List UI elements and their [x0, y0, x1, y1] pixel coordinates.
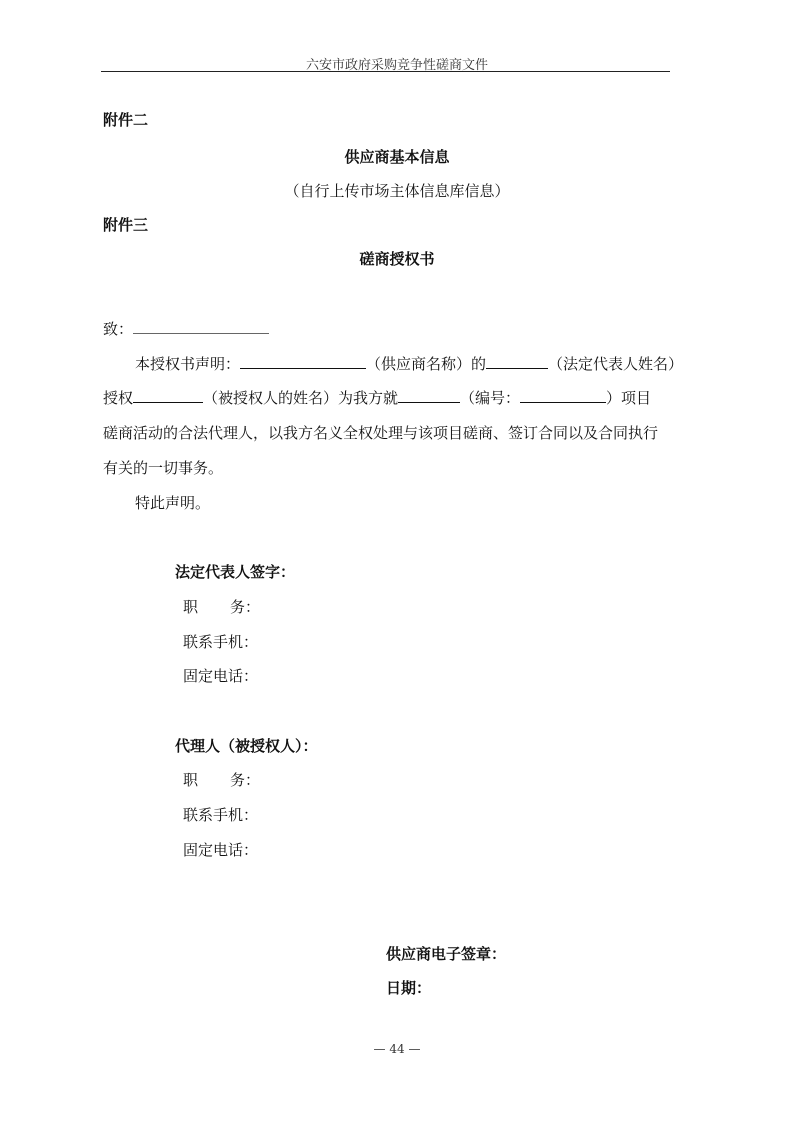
position-char-1: 职: [183, 598, 199, 616]
supplier-seal-label: 供应商电子签章：: [386, 945, 507, 963]
supplier-name-caption: （供应商名称）的: [366, 355, 487, 373]
authorization-line-3: 磋商活动的合法代理人，以我方名义全权处理与该项目磋商、签订合同以及合同执行: [103, 424, 659, 442]
declaration-text: 特此声明。: [135, 494, 211, 512]
legal-rep-position-label: [183, 596, 260, 617]
project-number-caption: （编号：: [460, 389, 521, 407]
legal-rep-mobile-label: 联系手机：: [183, 633, 259, 651]
legal-rep-phone-label: 固定电话：: [183, 667, 259, 685]
project-number-blank[interactable]: [520, 387, 606, 403]
position-char-2: 务：: [230, 771, 261, 789]
legal-rep-name-caption: （法定代表人姓名）: [548, 355, 684, 373]
attachment-3-title: 磋商授权书: [359, 250, 435, 268]
authorize-word: 授权: [103, 389, 134, 407]
statement-prefix: 本授权书声明：: [135, 355, 241, 373]
authorization-line-2: [103, 387, 651, 408]
authorization-line-4: 有关的一切事务。: [103, 459, 224, 477]
header-divider: [101, 71, 670, 72]
position-char-1: 职: [183, 771, 199, 789]
attachment-3-label: 附件三: [103, 216, 149, 234]
attachment-2-note: （自行上传市场主体信息库信息）: [284, 182, 510, 200]
agent-heading: 代理人（被授权人）：: [175, 737, 318, 755]
addressee-label: 致：: [103, 320, 134, 338]
attachment-2-title: 供应商基本信息: [344, 148, 450, 166]
agent-name-caption: （被授权人的姓名）为我方就: [203, 389, 399, 407]
legal-rep-signature-heading: 法定代表人签字：: [175, 563, 296, 581]
agent-position-label: [183, 769, 260, 790]
position-char-2: 务：: [230, 598, 261, 616]
agent-mobile-label: 联系手机：: [183, 806, 259, 824]
authorization-line-1: [135, 353, 683, 374]
supplier-name-blank[interactable]: [240, 353, 366, 369]
attachment-2-label: 附件二: [103, 111, 149, 129]
date-label: 日期：: [386, 979, 432, 997]
page-number: — 44 —: [373, 1042, 421, 1056]
page-header: 六安市政府采购竞争性磋商文件: [305, 58, 488, 73]
legal-rep-name-blank[interactable]: [486, 353, 548, 369]
project-word: ）项目: [606, 389, 652, 407]
project-name-blank[interactable]: [398, 387, 460, 403]
addressee-blank[interactable]: [133, 318, 269, 334]
agent-name-blank[interactable]: [133, 387, 203, 403]
addressee-line: [103, 318, 269, 339]
agent-phone-label: 固定电话：: [183, 841, 259, 859]
